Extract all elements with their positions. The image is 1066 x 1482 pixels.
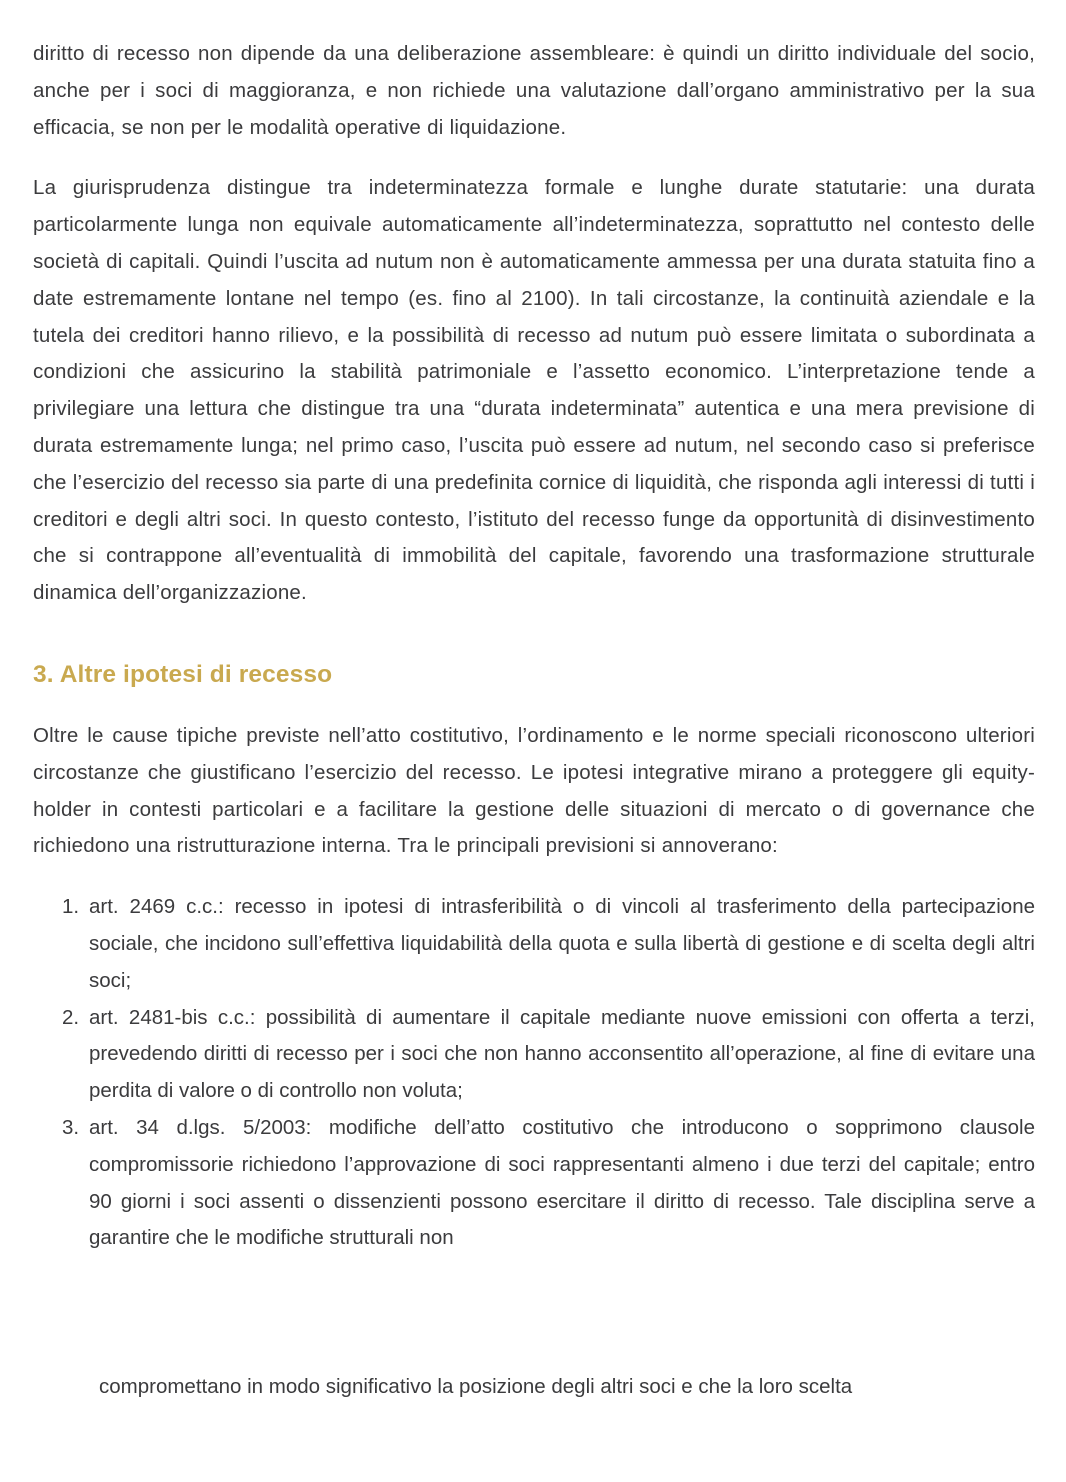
section-heading-altre-ipotesi-di-recesso: 3. Altre ipotesi di recesso <box>33 660 333 688</box>
heading-block <box>33 636 1035 718</box>
paragraph-cause-tipiche: Oltre le cause tipiche previste nell’atto costitutivo, l’ordinamento e le norme speciali riconoscono ulteriori circostanze che giustificano l’esercizio del recesso. Le ipotesi integrative mirano a proteggere gli equity-holder in contesti particolari e a facilitare la gestione delle situazioni di mercato o di governance che richiedono una ristrutturazione interna. Tra le principali previsioni si annoverano: <box>33 723 1035 858</box>
list-item: art. 2469 c.c.: recesso in ipotesi di intrasferibilità o di vincoli al trasferimento della partecipazione sociale, che incidono sull’effettiva liquidabilità della quota e sulla libertà di gestione e di scelta degli altri soci; <box>89 895 1035 992</box>
page-break-gap <box>33 1257 1035 1369</box>
list-item: art. 34 d.lgs. 5/2003: modifiche dell’atto costitutivo che introducono o sopprimono clausole compromissorie richiedono l’approvazione di soci rappresentanti almeno i due terzi del capitale; entro 90 giorni i soci assenti o dissenzienti possono esercitare il diritto di recesso. Tale disciplina serve a garantire che le modifiche strutturali non <box>89 1115 1035 1250</box>
paragraph-recesso-deliberazione: diritto di recesso non dipende da una deliberazione assembleare: è quindi un diritto individuale del socio, anche per i soci di maggioranza, e non richiede una valutazione dall’organo amministrativo per la sua efficacia, se non per le modalità operative di liquidazione. <box>33 42 1035 139</box>
paragraph-giurisprudenza-indeterminatezza: La giurisprudenza distingue tra indeterminatezza formale e lunghe durate statutarie: una durata particolarmente lunga non equivale automaticamente all’indeterminatezza, soprattutto nel contesto delle società di capitali. Quindi l’uscita ad nutum non è automaticamente ammessa per una durata statuita fino a date estremamente lontane nel tempo (es. fino al 2100). In tali circostanze, la continuità aziendale e la tutela dei creditori hanno rilievo, e la possibilità di recesso ad nutum può essere limitata o subordinata a condizioni che assicurino la stabilità patrimoniale e l’assetto economico. L’interpretazione tende a privilegiare una lettura che distingue tra una “durata indeterminata” autentica e una mera previsione di durata estremamente lunga; nel primo caso, l’uscita può essere ad nutum, nel secondo caso si preferisce che l’esercizio del recesso sia parte di una predefinita cornice di liquidità, che risponda agli interessi di tutti i creditori e degli altri soci. In questo contesto, l’istituto del recesso funge da opportunità di disinvestimento che si contrappone all’eventualità di immobilità del capitale, favorendo una trasformazione strutturale dinamica dell’organizzazione. <box>33 176 1035 605</box>
document-content <box>33 36 1035 1406</box>
ordered-list-ipotesi <box>33 889 1035 1257</box>
continuation-line-next-page: compromettano in modo significativo la posizione degli altri soci e che la loro scelta <box>99 1375 853 1399</box>
list-item: art. 2481-bis c.c.: possibilità di aumentare il capitale mediante nuove emissioni con offerta a terzi, prevedendo diritti di recesso per i soci che non hanno acconsentito all’operazione, al fine di evitare una perdita di valore o di controllo non voluta; <box>89 1005 1035 1103</box>
